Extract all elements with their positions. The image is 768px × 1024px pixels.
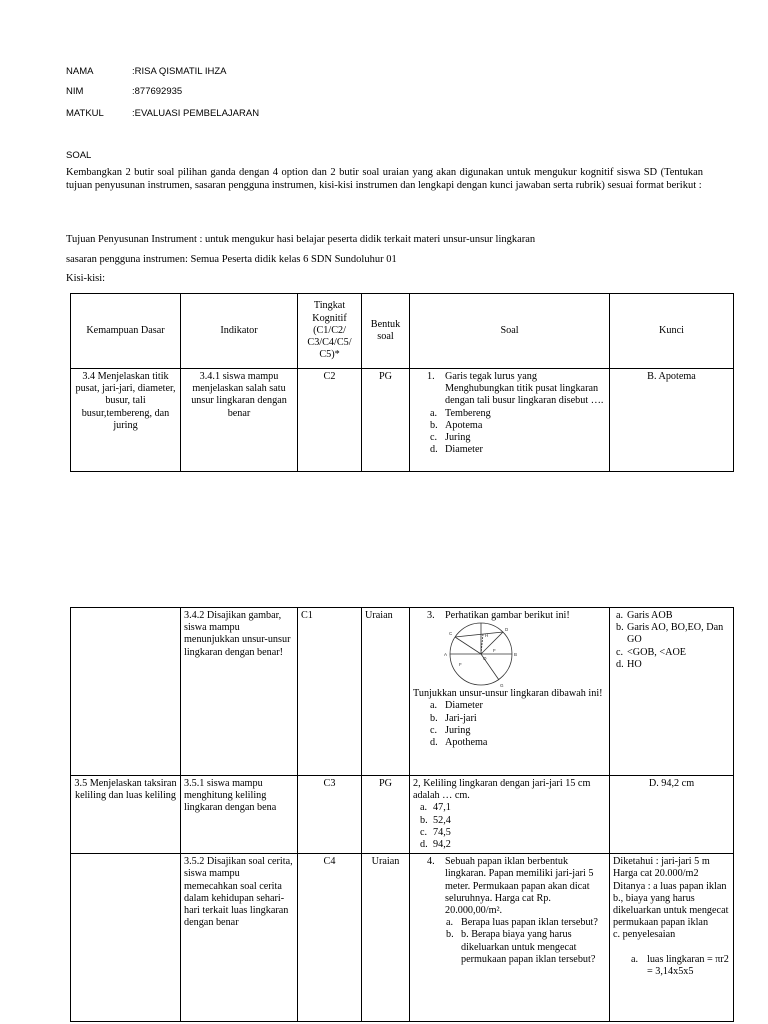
label-g: G — [500, 683, 504, 689]
matkul-value: :EVALUASI PEMBELAJARAN — [132, 108, 260, 119]
table-row — [71, 854, 734, 1022]
kisi-table-part2 — [70, 607, 734, 1022]
row1-soal-number: 1. — [427, 371, 435, 382]
row4-kunci-text: Diketahui : jari-jari 5 m Harga cat 20.000/m2 Ditanya : a luas papan iklan b., biaya yang harus dikeluarkan untuk mengecat permukaan papan iklan c. penyelesaian — [613, 856, 729, 941]
list-item: b. Garis AO, BO,EO, Dan GO — [616, 622, 724, 646]
row3-soal-text: 2, Keliling lingkaran dengan jari-jari 15 cm adalah … cm. — [413, 778, 591, 802]
row3-kd: 3.5 Menjelaskan taksiran keliling dan luas keliling — [71, 776, 181, 854]
row3-bentuk: PG — [362, 776, 410, 854]
label-c: C — [449, 631, 453, 637]
nim-value: :877692935 — [132, 86, 183, 97]
row4-sub-b: b. b. Berapa biaya yang harus dikeluarkan untuk mengecat permukaan papan iklan tersebut? — [446, 929, 596, 965]
row2-soal-text: Perhatikan gambar berikut ini! — [445, 610, 570, 621]
list-item: a. Diameter — [430, 700, 483, 712]
radius-line — [455, 637, 481, 654]
row4-sub-a: a. Berapa luas papan iklan tersebut? — [446, 917, 598, 929]
row2-soal — [410, 608, 610, 776]
list-item: d. Diameter — [430, 444, 483, 456]
list-item: b. Apotema — [430, 419, 483, 431]
row2-tingkat: C1 — [298, 608, 362, 776]
label-d: D — [505, 627, 509, 633]
list-item: a. Garis AOB — [616, 610, 673, 621]
list-item: c. 74,5 — [420, 826, 451, 838]
list-item: c. <GOB, <AOE — [616, 646, 687, 658]
label-h: H — [485, 633, 489, 639]
row4-kd — [71, 854, 181, 1022]
table-row — [71, 608, 734, 776]
header-indikator: Indikator — [181, 294, 298, 369]
header-kunci: Kunci — [610, 294, 734, 369]
list-item: d. HO — [616, 658, 642, 670]
label-b: B — [514, 652, 518, 658]
circle-diagram — [413, 622, 607, 688]
row2-options — [413, 700, 606, 749]
row3-tingkat: C3 — [298, 776, 362, 854]
row2-indikator: 3.4.2 Disajikan gambar, siswa mampu menunjukkan unsur-unsur lingkaran dengan benar! — [181, 608, 298, 776]
row2-bentuk: Uraian — [362, 608, 410, 776]
list-item: c. Juring — [430, 724, 471, 736]
row2-soal-text2: Tunjukkan unsur-unsur lingkaran dibawah ini! — [413, 688, 603, 700]
header-bentuk-soal: Bentuk soal — [362, 294, 410, 369]
table-row — [71, 776, 734, 854]
nama-value: :RISA QISMATIL IHZA — [132, 66, 227, 77]
row4-bentuk: Uraian — [362, 854, 410, 1022]
header-tingkat-kognitif: Tingkat Kognitif (C1/C2/ C3/C4/C5/ C5)* — [298, 294, 362, 369]
list-item: a. Tembereng — [430, 407, 491, 419]
row4-kunci — [610, 854, 734, 1022]
row1-soal-text: Garis tegak lurus yang Menghubungkan titik pusat lingkaran dengan tali busur lingkaran disebut …. — [445, 371, 604, 407]
row2-kunci — [610, 608, 734, 776]
chord-line — [455, 632, 503, 637]
tujuan-text: Tujuan Penyusunan Instrument : untuk mengukur hasi belajar peserta didik terkait materi unsur-unsur lingkaran — [66, 234, 536, 245]
row1-indikator: 3.4.1 siswa mampu menjelaskan salah satu unsur lingkaran dengan benar — [181, 369, 298, 472]
list-item: c. Juring — [430, 432, 471, 444]
row3-options — [413, 802, 606, 851]
row2-soal-number: 3. — [427, 610, 435, 621]
row1-soal — [410, 369, 610, 472]
table-header-row — [71, 294, 734, 369]
row1-kunci: B. Apotema — [610, 369, 734, 472]
row1-options — [413, 408, 606, 457]
row2-kunci-list — [613, 610, 730, 671]
row4-soal-text: Sebuah papan iklan berbentuk lingkaran. Papan memiliki jari-jari 5 meter. Permukaan papan akan dicat seluruhnya. Harga cat Rp. 20.000,00/m². — [445, 856, 594, 917]
instruction-paragraph: Kembangkan 2 butir soal pilihan ganda dengan 4 option dan 2 butir soal uraian yang akan digunakan untuk mengukur kognitif siswa SD (Tentukan tujuan penyusunan instrumen, sasaran pengguna instrumen, kisi-kisi instrumen dan lengkapi dengan kunci jawaban serta rubrik) sesuai format berikut : — [66, 167, 703, 191]
list-item: d. Apothema — [430, 737, 488, 749]
soal-heading: SOAL — [66, 150, 92, 161]
row3-indikator: 3.5.1 siswa mampu menghitung keliling lingkaran dengan bena — [181, 776, 298, 854]
label-f: F — [459, 662, 462, 668]
kisi-table-part1 — [70, 293, 734, 472]
label-a: A — [444, 652, 448, 658]
header-kemampuan-dasar: Kemampuan Dasar — [71, 294, 181, 369]
list-item: b. 52,4 — [420, 814, 451, 826]
row3-kunci: D. 94,2 cm — [610, 776, 734, 854]
kisi-heading: Kisi-kisi: — [66, 273, 106, 284]
list-item: d. 94,2 — [420, 839, 451, 851]
row4-indikator: 3.5.2 Disajikan soal cerita, siswa mampu memecahkan soal cerita dalam kehidupan sehari-hari terkait luas lingkaran dengan benar — [181, 854, 298, 1022]
row4-soal-number: 4. — [427, 856, 435, 868]
label-f2: F — [493, 648, 496, 654]
header-soal: Soal — [410, 294, 610, 369]
list-item: a. 47,1 — [420, 802, 451, 814]
label-e — [479, 622, 482, 623]
sasaran-text: sasaran pengguna instrumen: Semua Peserta didik kelas 6 SDN Sundoluhur 01 — [66, 254, 397, 265]
list-item: b. Jari-jari — [430, 712, 477, 724]
nama-label: NAMA — [66, 66, 94, 77]
label-o: O — [483, 656, 487, 662]
row1-tingkat: C2 — [298, 369, 362, 472]
row2-kd — [71, 608, 181, 776]
row3-soal — [410, 776, 610, 854]
row1-kd: 3.4 Menjelaskan titik pusat, jari-jari, diameter, busur, tali busur,tembereng, dan juring — [71, 369, 181, 472]
nim-label: NIM — [66, 86, 84, 97]
row4-soal — [410, 854, 610, 1022]
row4-tingkat: C4 — [298, 854, 362, 1022]
row1-bentuk: PG — [362, 369, 410, 472]
matkul-label: MATKUL — [66, 108, 104, 119]
table-row — [71, 369, 734, 472]
row4-kunci-sub: a. luas lingkaran = πr2 = 3,14x5x5 — [631, 953, 729, 977]
